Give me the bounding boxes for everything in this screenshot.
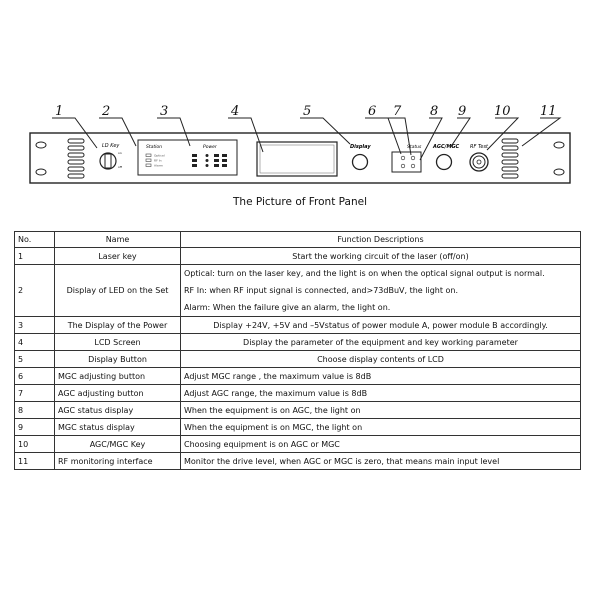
row-desc (181, 385, 581, 402)
desc-line: Display +24V, +5V and –5Vstatus of power module A, power module B accordingly. (213, 320, 548, 330)
laser-key-slot-icon (105, 154, 111, 168)
desc-line: When the equipment is on MGC, the light on (184, 422, 363, 432)
table-row (15, 436, 581, 453)
row-name: LCD Screen (55, 334, 181, 351)
led-rf-in-text: RF In (154, 158, 162, 163)
table-row (15, 453, 581, 470)
row-desc (181, 248, 581, 265)
status-label: Status (407, 145, 422, 150)
table-row (15, 402, 581, 419)
desc-line: Display the parameter of the equipment and key working parameter (243, 337, 518, 347)
table-row (15, 368, 581, 385)
display-button-icon[interactable] (353, 155, 368, 170)
status-box (392, 152, 421, 172)
row-desc (181, 453, 581, 470)
row-name: Laser key (55, 248, 181, 265)
row-desc (181, 368, 581, 385)
desc-line: Choosing equipment is on AGC or MGC (184, 439, 340, 449)
row-desc (181, 419, 581, 436)
desc-line: Monitor the drive level, when AGC or MGC is zero, that means main input level (184, 456, 500, 466)
row-no: 10 (15, 436, 55, 453)
callout-number: 8 (430, 104, 439, 119)
led-optical-label: on (118, 151, 122, 155)
power-label: Power (203, 145, 217, 150)
callout-number: 1 (55, 104, 64, 119)
row-name: The Display of the Power (55, 317, 181, 334)
display-label: Display (350, 144, 371, 150)
row-desc (181, 334, 581, 351)
header-no: No. (15, 232, 55, 248)
callout-number: 2 (102, 104, 111, 119)
callout-number: 11 (540, 104, 557, 119)
row-name: AGC/MGC Key (55, 436, 181, 453)
row-desc (181, 402, 581, 419)
table-row (15, 351, 581, 368)
callout-number: 5 (303, 104, 312, 119)
row-desc (181, 317, 581, 334)
row-name: AGC status display (55, 402, 181, 419)
callout-number: 4 (231, 104, 240, 119)
agc-mgc-label: AGC/MGC (433, 144, 460, 150)
row-no: 7 (15, 385, 55, 402)
table-row (15, 334, 581, 351)
table-row (15, 385, 581, 402)
row-no: 8 (15, 402, 55, 419)
row-no: 11 (15, 453, 55, 470)
row-desc (181, 436, 581, 453)
function-table (14, 231, 581, 470)
callout-number: 7 (393, 104, 402, 119)
row-no: 2 (15, 265, 55, 317)
row-name: MGC adjusting button (55, 368, 181, 385)
desc-line: Start the working circuit of the laser (off/on) (292, 251, 469, 261)
header-name: Name (55, 232, 181, 248)
table-row (15, 248, 581, 265)
rf-test-port-pin-icon (477, 160, 481, 164)
desc-line: Adjust AGC range, the maximum value is 8dB (184, 388, 368, 398)
row-name: Display Button (55, 351, 181, 368)
row-name: Display of LED on the Set (55, 265, 181, 317)
desc-line: Optical: turn on the laser key, and the light is on when the optical signal output is normal. (184, 269, 545, 278)
row-no: 4 (15, 334, 55, 351)
lcd-screen (257, 142, 337, 176)
row-name: MGC status display (55, 419, 181, 436)
desc-line: Adjust MGC range , the maximum value is 8dB (184, 371, 372, 381)
desc-line: Choose display contents of LCD (317, 354, 444, 364)
row-no: 9 (15, 419, 55, 436)
row-no: 6 (15, 368, 55, 385)
row-desc (181, 351, 581, 368)
callout-number: 9 (458, 104, 467, 119)
callout-number: 6 (368, 104, 377, 119)
led-alarm-text: Alarm (154, 163, 163, 168)
row-name: AGC adjusting button (55, 385, 181, 402)
agc-mgc-key-icon[interactable] (437, 155, 452, 170)
table-row (15, 265, 581, 317)
table-row (15, 419, 581, 436)
led-optical-text: Optical (154, 153, 165, 158)
desc-line: RF In: when RF input signal is connected, and>73dBuV, the light on. (184, 286, 459, 295)
row-no: 3 (15, 317, 55, 334)
table-body (15, 248, 581, 470)
row-no: 1 (15, 248, 55, 265)
diagram-caption: The Picture of Front Panel (233, 196, 367, 208)
station-label: Station (146, 145, 162, 150)
ld-key-label: LD Key (102, 143, 120, 149)
row-desc (181, 265, 581, 317)
row-no: 5 (15, 351, 55, 368)
callout-number: 3 (160, 104, 169, 119)
callout-number: 10 (494, 104, 511, 119)
desc-line: When the equipment is on AGC, the light on (184, 405, 361, 415)
callout-numbers (55, 104, 557, 119)
front-panel-diagram (0, 0, 600, 200)
desc-line: Alarm: When the failure give an alarm, the light on. (184, 303, 391, 312)
led-off-label: off (118, 165, 122, 169)
header-desc: Function Descriptions (181, 232, 581, 248)
table-row (15, 317, 581, 334)
table-header-row (15, 232, 581, 248)
rf-test-label: RF Test (470, 144, 489, 150)
row-name: RF monitoring interface (55, 453, 181, 470)
